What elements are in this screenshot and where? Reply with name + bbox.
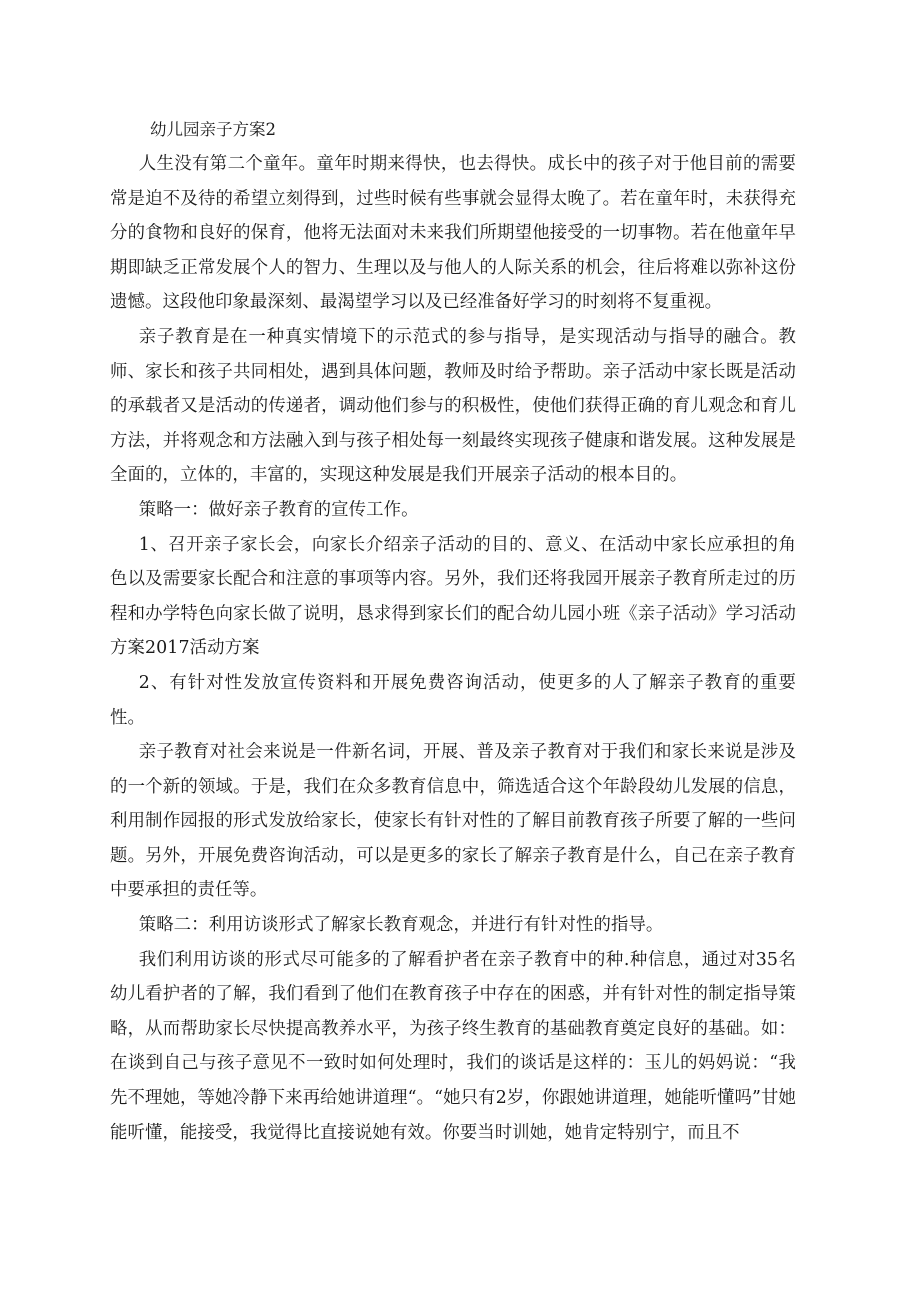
- strategy-two-heading: 策略二：利用访谈形式了解家长教育观念，并进行有针对性的指导。: [138, 915, 664, 936]
- strategy-one-item-2: 2、有针对性发放宣传资料和开展免费咨询活动，使更多的人了解亲子教育的重要性。: [110, 672, 796, 728]
- paragraph-parent-child-education: 亲子教育是在一种真实情境下的示范式的参与指导，是实现活动与指导的融合。教师、家长和孩子共同相处，遇到具体问题，教师及时给予帮助。亲子活动中家长既是活动的承载者又是活动的传递者，调动他们参与的积极性，使他们获得正确的育儿观念和育儿方法，并将观念和方法融入到与孩子相处每一刻最终实现孩子健康和谐发展。这种发展是全面的，立体的，丰富的，实现这种发展是我们开展亲子活动的根本目的。: [110, 326, 796, 486]
- paragraph-new-field: 亲子教育对社会来说是一件新名词，开展、普及亲子教育对于我们和家长来说是涉及的一个新的领域。于是，我们在众多教育信息中，筛选适合这个年龄段幼儿发展的信息，利用制作园报的形式发放给家长，使家长有针对性的了解目前教育孩子所要了解的一些问题。另外，开展免费咨询活动，可以是更多的家长了解亲子教育是什么，自己在亲子教育中要承担的责任等。: [110, 742, 796, 901]
- paragraph-intro: 人生没有第二个童年。童年时期来得快，也去得快。成长中的孩子对于他目前的需要常是迫不及待的希望立刻得到，过些时候有些事就会显得太晚了。若在童年时，未获得充分的食物和良好的保育，他将无法面对未来我们所期望他接受的一切事物。若在他童年早期即缺乏正常发展个人的智力、生理以及与他人的人际关系的机会，往后将难以弥补这份遗憾。这段他印象最深刻、最渴望学习以及已经准备好学习的时刻将不复重视。: [110, 154, 796, 313]
- strategy-one-heading: 策略一：做好亲子教育的宣传工作。: [138, 499, 419, 520]
- document-title: 幼儿园亲子方案2: [150, 120, 276, 139]
- paragraph-interviews: 我们利用访谈的形式尽可能多的了解看护者在亲子教育中的种.种信息，通过对35名幼儿看护者的了解，我们看到了他们在教育孩子中存在的困惑，并有针对性的制定指导策略，从而帮助家长尽快提高教养水平，为孩子终生教育的基础教育奠定良好的基础。如：在谈到自己与孩子意见不一致时如何处理时，我们的谈话是这样的：玉儿的妈妈说：“我先不理她，等她冷静下来再给她讲道理“。“她只有2岁，你跟她讲道理，她能听懂吗”甘她能听懂，能接受，我觉得比直接说她有效。你要当时训她，她肯定特别宁，而且不: [110, 949, 796, 1143]
- document-body: [110, 112, 796, 1150]
- strategy-one-item-1: 1、召开亲子家长会，向家长介绍亲子活动的目的、意义、在活动中家长应承担的角色以及需要家长配合和注意的事项等内容。另外，我们还将我园开展亲子教育所走过的历程和办学特色向家长做了说明，恳求得到家长们的配合幼儿园小班《亲子活动》学习活动方案2017活动方案: [110, 534, 796, 659]
